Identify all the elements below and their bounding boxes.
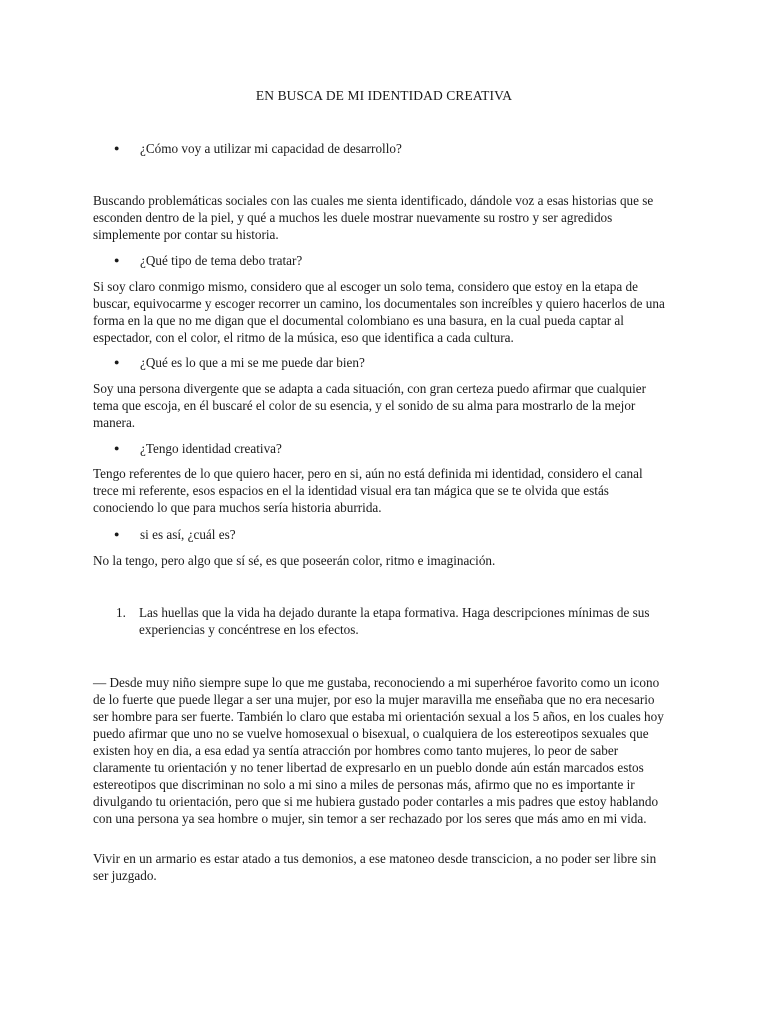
question-text: si es así, ¿cuál es? [140,527,236,542]
question-text: ¿Cómo voy a utilizar mi capacidad de desarrollo? [140,141,402,156]
bullet-marker: ● [114,357,120,367]
paragraph-2: Si soy claro conmigo mismo, considero que al escoger un solo tema, considero que estoy en la etapa de buscar, equivocarme y escoger recorrer un camino, los documentales son increíbles y quiero hacerlos de una forma en la que no me digan que el documental colombiano es una basura, en la cual pueda captar al espectador, con el color, el ritmo de la música, eso que identifica a cada cultura. [93,279,665,345]
question-text: ¿Tengo identidad creativa? [140,441,282,456]
paragraph-4: Tengo referentes de lo que quiero hacer, pero en si, aún no está definida mi identidad, considero el canal trece mi referente, esos espacios en el la identidad visual era tan mágica que se te olvida que estás conociendo lo que para muchos sería historia aburrida. [93,466,643,515]
document-title: EN BUSCA DE MI IDENTIDAD CREATIVA [255,88,513,103]
paragraph-1: Buscando problemáticas sociales con las cuales me sienta identificado, dándole voz a esas historias que se esconden dentro de la piel, y qué a muchos les duele mostrar nuevamente su rostro y ser agredidos simplemente por contar su historia. [93,193,654,242]
list-number: 1. [116,605,126,620]
paragraph-5: No la tengo, pero algo que sí sé, es que poseerán color, ritmo e imaginación. [93,553,496,568]
bullet-marker: ● [114,443,120,453]
bullet-marker: ● [114,255,120,265]
bullet-marker: ● [114,143,120,153]
question-text: ¿Qué es lo que a mi se me puede dar bien? [140,355,365,370]
paragraph-3: Soy una persona divergente que se adapta a cada situación, con gran certeza puedo afirmar que cualquier tema que escoja, en él buscaré el color de su esencia, y el sonido de su alma para mostrarlo de la mejor manera. [93,381,647,430]
question-text: ¿Qué tipo de tema debo tratar? [140,253,303,268]
paragraph-6: — Desde muy niño siempre supe lo que me gustaba, reconociendo a mi superhéroe favorito como un icono de lo fuerte que puede llegar a ser una mujer, por eso la mujer maravilla me enseñaba que no era necesario ser hombre para ser fuerte. También lo claro que estaba mi orientación sexual a los 5 años, en los cuales hoy puedo afirmar que uno no se vuelve homosexual o bisexual, o cualquiera de los estereotipos sexuales que existen hoy en dia, a esa edad ya sentía atracción por hombres como tanto mujeres, lo peor de saber claramente tu orientación y no tener libertad de expresarlo en un pueblo donde aún están marcados estos estereotipos que discriminan no solo a mi sino a miles de personas más, afirmo que no es importante ir divulgando tu orientación, pero que si me hubiera gustado poder contarles a mis padres que estoy hablando con una persona ya sea hombre o mujer, sin temor a ser rechazado por los seres que más amo en mi vida. [93,675,664,826]
list-item-text: Las huellas que la vida ha dejado durante la etapa formativa. Haga descripciones mínimas de sus experiencias y concéntrese en los efectos. [139,605,650,637]
paragraph-7: Vivir en un armario es estar atado a tus demonios, a ese matoneo desde transcicion, a no poder ser libre sin ser juzgado. [93,851,657,883]
bullet-marker: ● [114,529,120,539]
